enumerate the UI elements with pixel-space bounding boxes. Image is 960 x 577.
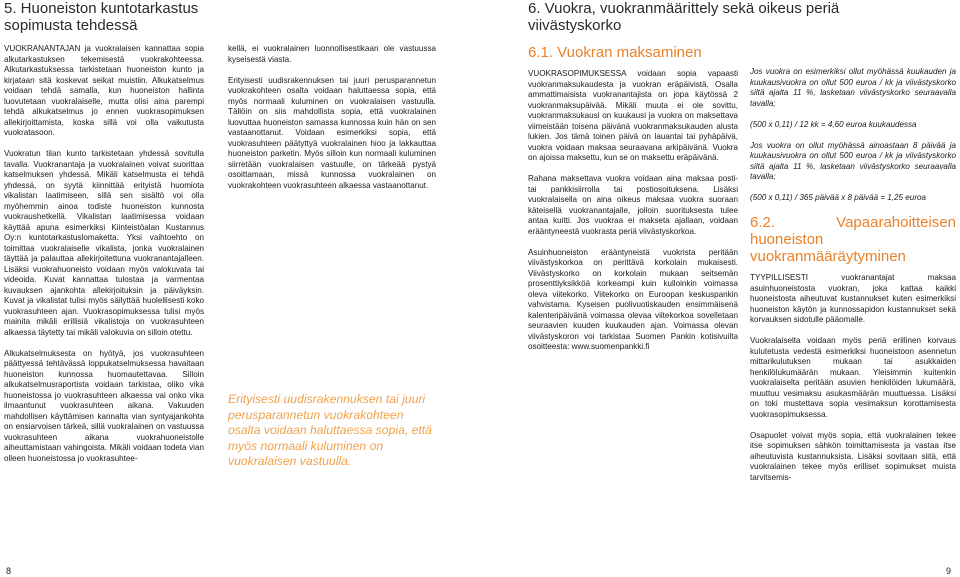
left-column-1 — [4, 44, 204, 475]
paragraph: Osapuolet voivat myös sopia, että vuokralainen tekee itse sopimuksen sähkön toimittamisesta ja vastaa itse aiheutuvista kustannuksista. Lisäksi sovitaan siitä, että vuokralainen tekee myös erilliset sopimukset muista tarvitsemis- — [750, 430, 956, 482]
paragraph: kellä, ei vuokralainen luonnollisestikaan ole vastuussa kyseisestä viasta. — [228, 44, 436, 64]
pull-quote: Erityisesti uudisrakennuksen tai juuri perusparannetun vuokrakohteen osalta voidaan haluttaessa sopia, että myös normaali kuluminen on vuokralaisen vastuulla. — [228, 392, 432, 468]
paragraph: Rahana maksettava vuokra voidaan aina maksaa posti- tai pankkisiirrolla tai postiosoituksena. Lisäksi vuokralaisella on aina oikeus maksaa vuokra suoraan käteisellä vuokranantajalle, jolloin suorituksesta tulee antaa kuitti. Jos vuokraa ei makseta ajallaan, voidaan erääntyneestä vuokrasta periä viivästyskorkoa. — [528, 174, 738, 236]
left-column-2 — [228, 44, 436, 202]
paragraph: VUOKRASOPIMUKSESSA voidaan sopia vapaasti vuokranmaksukaudesta ja vuokran eräpäivistä. Osalla ammattimaisista vuokranantajista on jopa käytössä 2 vuokranmaksupäivää. Mikäli muuta ei ole sovittu, vuokranmaksukausi on kuukausi ja vuokra on maksettava viimeistään toisena päivänä vuokranmaksukauden alusta lukien. Jos tämä toinen päivä on lauantai tai pyhäpäivä, vuokra voidaan maksaa seuraavana arkipäivänä. Vuokra on ajoissa maksettu, kun se on maksettu eräpäivänä. — [528, 69, 738, 162]
paragraph: TYYPILLISESTI vuokranantajat maksaa asuinhuoneistosta vuokran, joka kattaa kaikki huoneistosta aiheutuvat kustannukset kuten esimerkiksi huoneiston käytön ja kunnossapidon kustannukset sekä korvauksen sidotulle pääomalle. — [750, 273, 956, 324]
example-formula: (500 x 0,11) / 12 kk = 4,60 euroa kuukaudessa — [750, 119, 917, 129]
right-page-heading: 6. Vuokra, vuokranmäärittely sekä oikeus periä viivästyskorko — [528, 0, 840, 34]
paragraph: Asuinhuoneiston erääntyneistä vuokrista peritään viivästyskorkoa on perittävä korkolain mukaisesti. Viivästyskorko on korkolain mukaan seitsemän prosenttiyksikköä korkeampi kuin kulloinkin voimassa oleva viitekorko. Viitekorko on Euroopan keskuspankin vahvistama. Kyseisen puolivuotiskauden ensimmäisenä kalenteripäivänä voimassa olevaa viitekorkoa sovelletaan seuraavien kuuden kuukauden ajan. Voimassa olevan viivästyskoron voi tarkistaa Suomen Pankin kotisivuilta osoitteesta: www.suomenpankki.fi — [528, 247, 738, 351]
paragraph: Vuokratun tilan kunto tarkistetaan yhdessä sovitulla tavalla. Vuokranantaja ja vuokralainen voivat suorittaa katselmuksen yhdessä. Mikäli katselmusta ei tehdä yhdessä, on syytä kiinnittää erityistä huomiota vikalistan laatimiseen, sillä sen sisältö voi olla myöhemmin ainoa todiste huoneiston kunnosta vuokraushetkellä. Vikalistan laatimisessa voidaan käyttää apuna esimerkiksi Kiinteistöalan Kustannus Oy:n kuntotarkastuslomaketta. Yksi vaihtoehto on toimittaa vuokralaiselle vikalista, jonka vuokralainen täyttää ja palauttaa allekirjoitettuna vuokranantajalleen. Lisäksi vuokrahuoneisto voidaan myös valokuvata tai videoida. Kuvat kannattaa tulostaa ja varmentaa kuvauksen ajankohta allekirjoituksin ja päiväyksin. Kuvat ja vikalistat tulisi myös säilyttää huolellisesti koko vuokrasuhteen ajan. Vuokrasopimuksessa tulisi myös mainita mikäli erillisiä vikalistoja on vuokrasuhteen alkaessa täytetty tai mikäli valokuvia on silloin otettu. — [4, 149, 204, 337]
paragraph: Erityisesti uudisrakennuksen tai juuri perusparannetun vuokrakohteen osalta voidaan haluttaessa sopia, että myös normaali kuluminen on vuokralaisen vastuulla. Tällöin on siis mahdollista sopia, että vuokralainen luovuttaa huoneiston samassa kunnossa kuin hän on sen vastaanottanut. Voidaan esimerkiksi sopia, että vuokrasuhteen päätyttyä vuokralainen hioo ja lakkauttaa huoneiston parketin. Myös silloin kun normaali kuluminen siirretään vuokralaisen vastuulle, on tärkeää pystyä osoittamaan, missä kunnossa vuokralainen on vuokrakohteen vuokrasuhteen alkaessa vastaanottanut. — [228, 75, 436, 190]
right-column-2 — [750, 67, 956, 494]
paragraph: Alkukatselmuksesta on hyötyä, jos vuokrasuhteen päättyessä tehtävässä loppukatselmuksessa havaitaan huoneiston kunnossa huomautettavaa. Silloin alkukatselmusraportista voidaan tarkistaa, oliko vika huoneistossa jo vuokrasuhteen alkaessa vai onko vika ilmaantunut vuokrasuhteen aikana. Vakuuden mahdollisen käyttämisen kannalta vian syntyajankohta on ensiarvoisen tärkeä, sillä vuokralainen on vastuussa vuokrasuhteen aikana vuokrahuoneistolle aiheuttamistaan vahingoista. Mikäli voidaan todeta vian olleen huoneistossa jo vuokrasuhtee- — [4, 348, 204, 463]
section-heading-6-2: 6.2. Vapaarahoitteisen huoneiston vuokranmääräytyminen — [750, 214, 956, 265]
example-paragraph: Jos vuokra on esimerkiksi ollut myöhässä kuukauden ja kuukausivuokra on ollut 500 euroa / kk ja viivästyskorko siltä ajalta 11 %, lasketaan viivästyskorko seuraavalla tavalla; — [750, 67, 956, 108]
example-formula: (500 x 0,11) / 365 päivää x 8 päivää = 1,25 euroa — [750, 193, 927, 202]
paragraph: Vuokralaiselta voidaan myös periä erillinen korvaus kulutetusta vedestä esimerkiksi huoneistoon asennetun mittarikulutuksen mukaan tai asukkaiden henkilölukumäärän mukaan. Yleisimmin kuitenkin vuokralaiselta peritään asuvien henkilöiden lukumäärä, muuttuu vesimaksu asukasmäärän muuttuessa. Lisäksi on toki mustettava sopia vesimaksun korottamisesta vuokrasopimuksessa. — [750, 336, 956, 419]
right-column-1 — [528, 44, 738, 363]
paragraph: VUOKRANANTAJAN ja vuokralaisen kannattaa sopia alkutarkastuksen tekemisestä vuokrakohteessa. Alkutarkastuksessa tarkistetaan huoneiston kunto ja kirjataan sitä koskevat seikat muistiin. Alkukatselmus voidaan tehdä samalla, kun huoneiston hallinta luovutetaan vuokralaiselle, mutta olisi aina parempi tehdä alkukatselmus jo ennen vuokrasopimuksen allekirjoittamista, koska sillä voi olla vaikutusta vuokratasoon. — [4, 44, 204, 137]
page-number-left: 8 — [6, 566, 12, 576]
section-heading-6-1: 6.1. Vuokran maksaminen — [528, 44, 702, 61]
page-number-right: 9 — [946, 566, 952, 576]
left-page-heading: 5. Huoneiston kuntotarkastus sopimusta tehdessä — [4, 0, 199, 34]
example-paragraph: Jos vuokra on ollut myöhässä ainoastaan 8 päivää ja kuukausivuokra on ollut 500 euroa / kk ja viivästyskorko siltä ajalta 11 %, lasketaan viivästyskorko seuraavalla tavalla; — [750, 140, 956, 181]
